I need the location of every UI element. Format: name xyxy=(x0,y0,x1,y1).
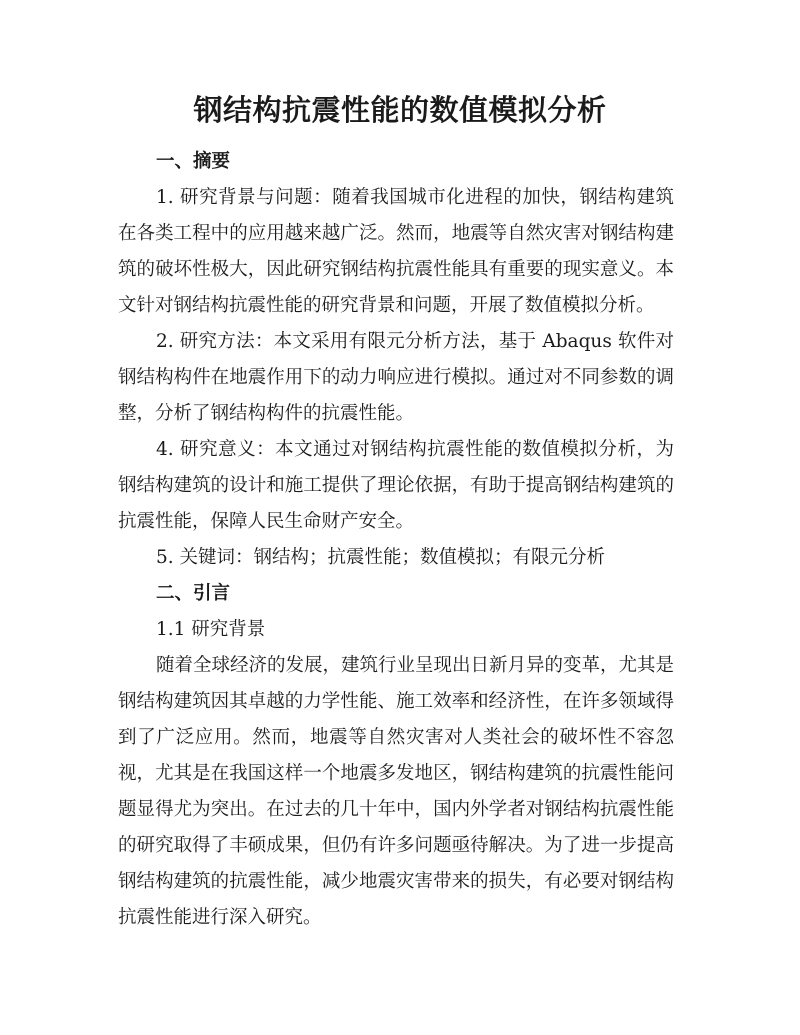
abstract-item-significance: 4. 研究意义：本文通过对钢结构抗震性能的数值模拟分析，为钢结构建筑的设计和施工提供了理论依据，有助于提高钢结构建筑的抗震性能，保障人民生命财产安全。 xyxy=(118,439,674,532)
abstract-item-background: 1. 研究背景与问题：随着我国城市化进程的加快，钢结构建筑在各类工程中的应用越来越广泛。然而，地震等自然灾害对钢结构建筑的破坏性极大，因此研究钢结构抗震性能具有重要的现实意义。本文针对钢结构抗震性能的研究背景和问题，开展了数值模拟分析。 xyxy=(118,187,674,316)
background-paragraph: 随着全球经济的发展，建筑行业呈现出日新月异的变革，尤其是钢结构建筑因其卓越的力学性能、施工效率和经济性，在许多领域得到了广泛应用。然而，地震等自然灾害对人类社会的破坏性不容忽视，尤其是在我国这样一个地震多发地区，钢结构建筑的抗震性能问题显得尤为突出。在过去的几十年中，国内外学者对钢结构抗震性能的研究取得了丰硕成果，但仍有许多问题亟待解决。为了进一步提高钢结构建筑的抗震性能，减少地震灾害带来的损失，有必要对钢结构抗震性能进行深入研究。 xyxy=(118,655,675,928)
abstract-item-method: 2. 研究方法：本文采用有限元分析方法，基于 Abaqus 软件对钢结构构件在地震作用下的动力响应进行模拟。通过对不同参数的调整，分析了钢结构构件的抗震性能。 xyxy=(118,331,674,424)
subsection-heading-background: 1.1 研究背景 xyxy=(156,619,266,640)
document-body xyxy=(118,144,674,936)
document-title: 钢结构抗震性能的数值模拟分析 xyxy=(193,93,607,127)
section-heading-abstract: 一、摘要 xyxy=(156,151,231,172)
abstract-item-keywords: 5. 关键词：钢结构；抗震性能；数值模拟；有限元分析 xyxy=(156,547,606,568)
section-heading-introduction: 二、引言 xyxy=(156,583,231,604)
